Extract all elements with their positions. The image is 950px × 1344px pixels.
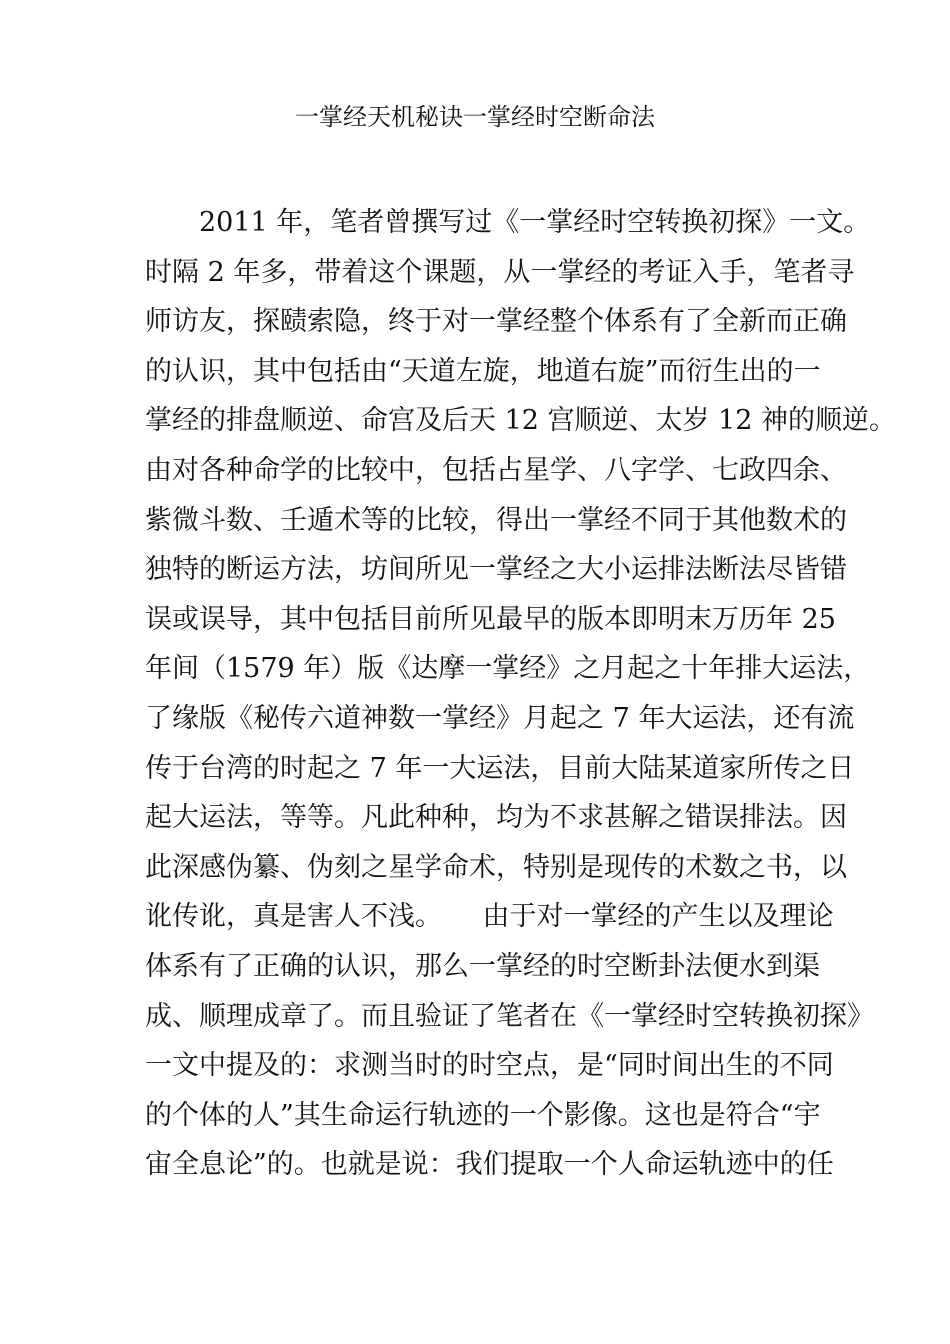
text-line: 紫微斗数、壬遁术等的比较，得出一掌经不同于其他数术的 xyxy=(145,504,847,536)
text-line: 此深感伪纂、伪刻之星学命术，特别是现传的术数之书，以 xyxy=(145,851,847,883)
text-line: 误或误导，其中包括目前所见最早的版本即明末万历年 25 xyxy=(145,603,836,635)
text-line: 掌经的排盘顺逆、命宫及后天 12 宫顺逆、太岁 12 神的顺逆。 xyxy=(145,405,897,437)
text-line: 时隔 2 年多，带着这个课题，从一掌经的考证入手，笔者寻 xyxy=(145,256,855,288)
text-line: 体系有了正确的认识，那么一掌经的时空断卦法便水到渠 xyxy=(145,950,820,982)
text-line: 的认识，其中包括由“天道左旋，地道右旋”而衍生出的一 xyxy=(145,355,821,387)
text-line: 的个体的人”其生命运行轨迹的一个影像。这也是符合“宇 xyxy=(145,1099,821,1131)
text-line: 了缘版《秘传六道神数一掌经》月起之 7 年大运法，还有流 xyxy=(145,702,855,734)
text-line: 讹传讹，真是害人不浅。 由于对一掌经的产生以及理论 xyxy=(145,901,834,933)
document-title: 一掌经天机秘诀一掌经时空断命法 xyxy=(295,103,655,131)
text-line: 独特的断运方法，坊间所见一掌经之大小运排法断法尽皆错 xyxy=(145,554,847,586)
text-line: 起大运法，等等。凡此种种，均为不求甚解之错误排法。因 xyxy=(145,802,847,834)
text-line: 宙全息论”的。也就是说：我们提取一个人命运轨迹中的任 xyxy=(145,1149,834,1181)
text-line: 由对各种命学的比较中，包括占星学、八字学、七政四余、 xyxy=(145,454,847,486)
text-line: 成、顺理成章了。而且验证了笔者在《一掌经时空转换初探》 xyxy=(145,1000,874,1032)
text-line: 传于台湾的时起之 7 年一大运法，目前大陆某道家所传之日 xyxy=(145,752,855,784)
text-line: 2011 年，笔者曾撰写过《一掌经时空转换初探》一文。 xyxy=(145,207,871,238)
text-line: 一文中提及的：求测当时的时空点，是“同时间出生的不同 xyxy=(145,1050,834,1082)
body-paragraph xyxy=(145,198,897,1190)
text-line: 师访友，探赜索隐，终于对一掌经整个体系有了全新而正确 xyxy=(145,306,847,338)
text-line: 年间（1579 年）版《达摩一掌经》之月起之十年排大运法， xyxy=(145,653,871,685)
